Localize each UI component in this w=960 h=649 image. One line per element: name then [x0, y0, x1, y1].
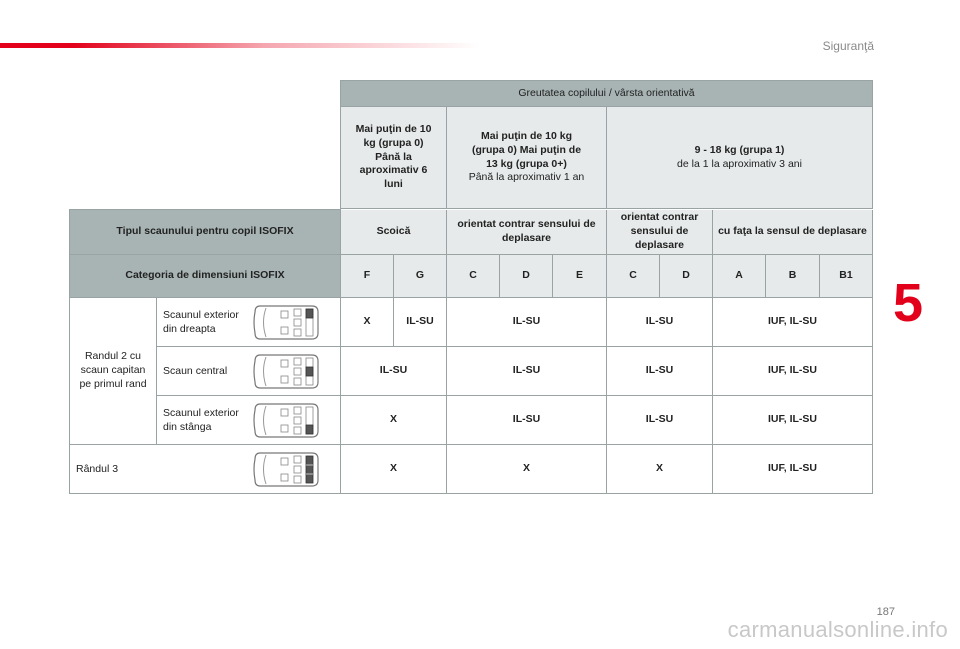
- van-row-3-icon: [252, 449, 320, 490]
- seat-center-label: Scaun central: [163, 364, 228, 377]
- size-category-label: Categoria de dimensiuni ISOFIX: [70, 255, 341, 298]
- size-d: D: [500, 255, 553, 298]
- group-1-title: 9 - 18 kg (grupa 1): [694, 143, 785, 156]
- cell-center-scoica: IL-SU: [341, 347, 447, 396]
- group-0-header: [341, 107, 447, 209]
- cell-row3-group0plus: X: [447, 445, 607, 494]
- seat-type-rear-facing-g1: orientat contrar sensului de deplasare: [607, 210, 713, 255]
- van-seat-right-icon: [252, 302, 320, 343]
- seat-type-forward-facing: cu faţa la sensul de deplasare: [713, 210, 873, 255]
- cell-row3-group1-rear: X: [607, 445, 713, 494]
- size-c-g1: C: [607, 255, 660, 298]
- row-3-label: Rândul 3: [76, 462, 119, 475]
- cell-right-group0plus: IL-SU: [447, 298, 607, 347]
- chapter-number: 5: [893, 273, 924, 333]
- cell-left-group1-forward: IUF, IL-SU: [713, 396, 873, 445]
- weight-header: Greutatea copilului / vârsta orientativă: [341, 81, 873, 107]
- cell-right-group1-rear: IL-SU: [607, 298, 713, 347]
- header-accent-bar: [0, 43, 480, 48]
- size-g: G: [394, 255, 447, 298]
- cell-left-group0plus: IL-SU: [447, 396, 607, 445]
- cell-right-scoica-f: X: [341, 298, 394, 347]
- cell-right-group1-forward: IUF, IL-SU: [713, 298, 873, 347]
- page-number: 187: [876, 606, 895, 618]
- group-1-subtitle: de la 1 la aproximativ 3 ani: [677, 157, 802, 170]
- seat-right-label: Scaunul exterior din dreapta: [163, 308, 239, 335]
- group-0plus-title: Mai puţin de 10 kg (grupa 0) Mai puţin de 13 kg (grupa 0+): [471, 129, 582, 170]
- watermark: carmanualsonline.info: [727, 617, 948, 642]
- seat-type-label: Tipul scaunului pentru copil ISOFIX: [70, 210, 341, 255]
- cell-center-group0plus: IL-SU: [447, 347, 607, 396]
- cell-left-scoica: X: [341, 396, 447, 445]
- group-0plus-header: [447, 107, 607, 209]
- section-title: Siguranţă: [822, 39, 874, 53]
- row-2-label: Randul 2 cu scaun capitan pe primul rand: [70, 298, 157, 445]
- seat-type-scoica: Scoică: [341, 210, 447, 255]
- cell-row3-group1-forward: IUF, IL-SU: [713, 445, 873, 494]
- size-d-g1: D: [660, 255, 713, 298]
- group-0plus-subtitle: Până la aproximativ 1 an: [468, 171, 585, 184]
- size-a: A: [713, 255, 766, 298]
- cell-left-group1-rear: IL-SU: [607, 396, 713, 445]
- seat-type-rear-facing: orientat contrar sensului de deplasare: [447, 210, 607, 255]
- cell-right-scoica-g: IL-SU: [394, 298, 447, 347]
- size-e: E: [553, 255, 607, 298]
- cell-row3-scoica: X: [341, 445, 447, 494]
- seat-left-label: Scaunul exterior din stânga: [163, 406, 239, 433]
- size-b1: B1: [820, 255, 873, 298]
- group-1-header: [607, 107, 873, 209]
- cell-center-group1-forward: IUF, IL-SU: [713, 347, 873, 396]
- cell-center-group1-rear: IL-SU: [607, 347, 713, 396]
- size-b: B: [766, 255, 820, 298]
- van-seat-center-icon: [252, 351, 320, 392]
- group-0-title: Mai puţin de 10 kg (grupa 0) Până la aproximativ 6 luni: [355, 122, 432, 191]
- size-c: C: [447, 255, 500, 298]
- size-f: F: [341, 255, 394, 298]
- van-seat-left-icon: [252, 400, 320, 441]
